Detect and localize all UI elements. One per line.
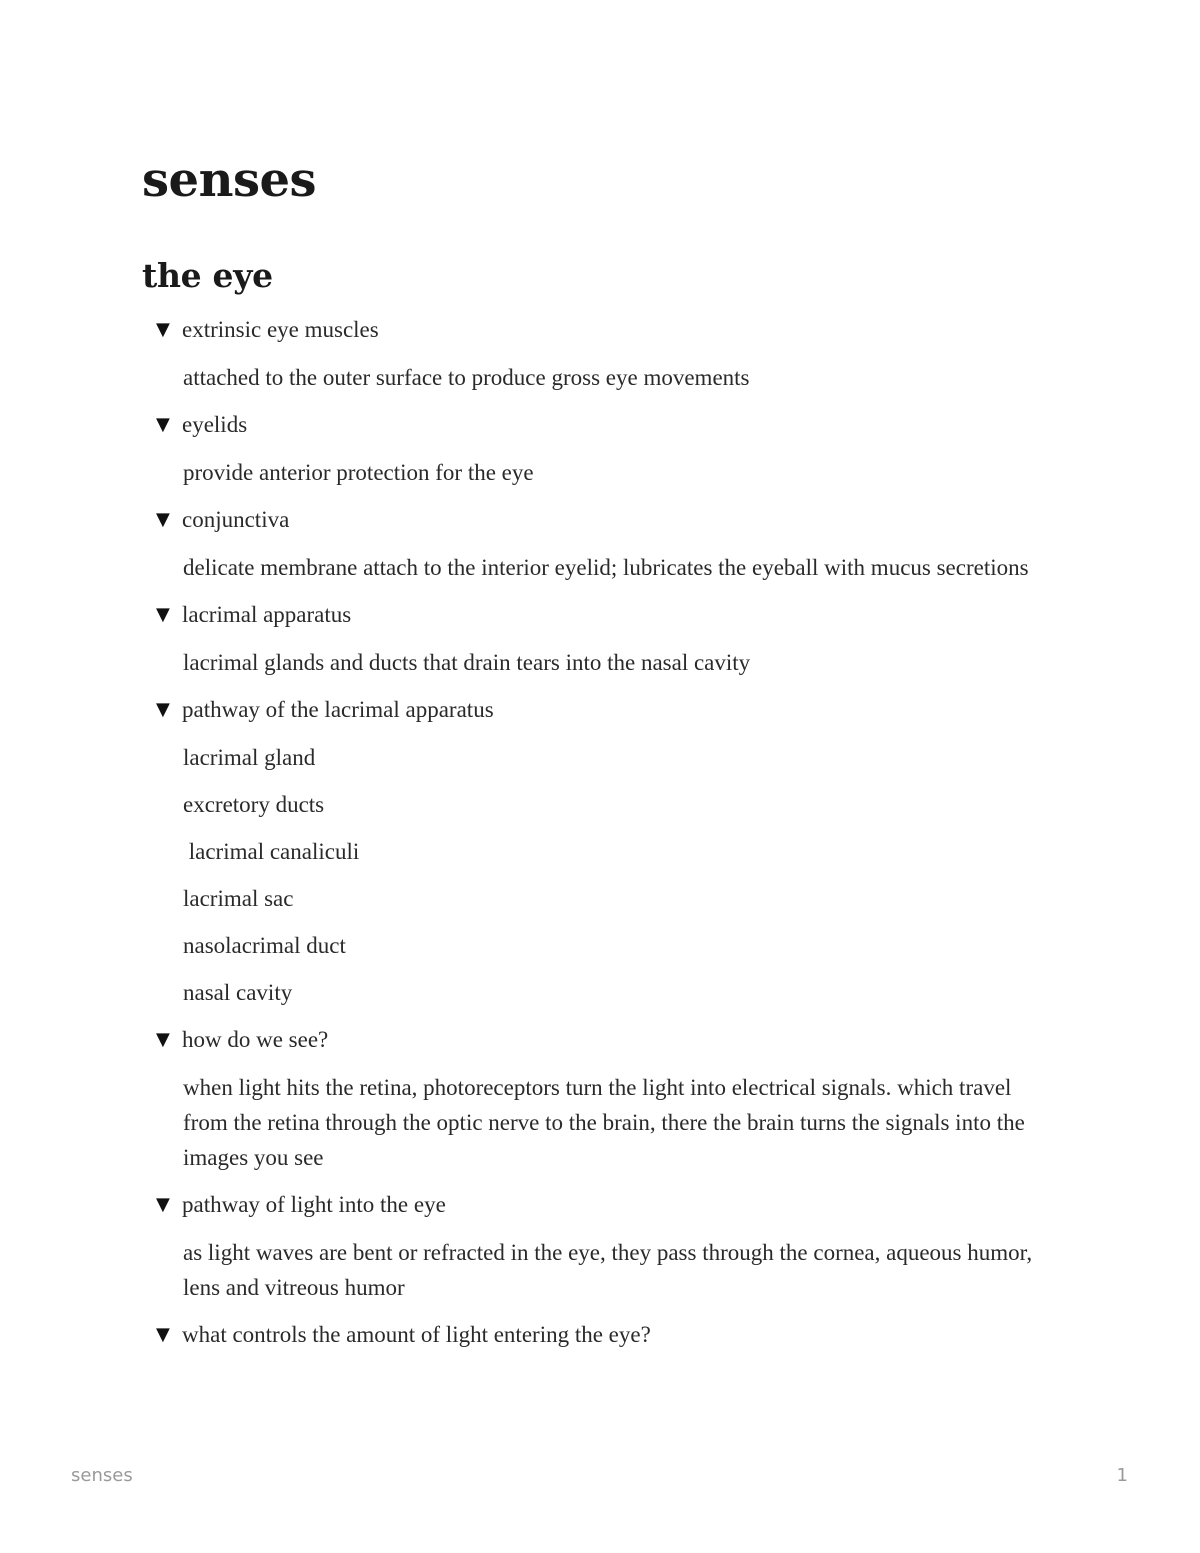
section-heading: the eye — [142, 256, 273, 295]
footer-title: senses — [71, 1465, 133, 1486]
toggle-summary[interactable] — [156, 598, 1056, 632]
toggle-content-paragraph: lacrimal sac — [183, 886, 294, 911]
toggle-summary[interactable] — [156, 1188, 1056, 1222]
toggle-block — [156, 408, 1056, 490]
toggle-title: how do we see? — [182, 1027, 329, 1052]
toggle-block — [156, 1318, 1056, 1352]
toggle-content-paragraph: excretory ducts — [183, 792, 325, 817]
toggle-summary[interactable] — [156, 313, 1056, 347]
toggle-title: lacrimal apparatus — [182, 602, 352, 627]
toggle-content-paragraph: as light waves are bent or refracted in the eye, they pass through the cornea, aqueous humor, lens and vitreous humor — [183, 1240, 1038, 1300]
triangle-down-icon[interactable]: ▼ — [156, 1324, 170, 1345]
toggle-summary[interactable] — [156, 693, 1056, 727]
toggle-content — [156, 1235, 1056, 1305]
toggle-title: eyelids — [182, 412, 248, 437]
triangle-down-icon[interactable]: ▼ — [156, 319, 170, 340]
triangle-down-icon[interactable]: ▼ — [156, 1029, 170, 1050]
toggle-content — [156, 645, 1056, 680]
toggle-list — [156, 313, 1056, 1365]
toggle-content-paragraph: lacrimal gland — [183, 745, 316, 770]
toggle-content-paragraph: nasal cavity — [183, 980, 293, 1005]
toggle-title: what controls the amount of light entering the eye? — [182, 1322, 651, 1347]
toggle-content — [156, 360, 1056, 395]
triangle-down-icon[interactable]: ▼ — [156, 414, 170, 435]
page-title: senses — [142, 152, 317, 208]
toggle-content — [156, 550, 1056, 585]
triangle-down-icon[interactable]: ▼ — [156, 604, 170, 625]
toggle-content — [156, 1070, 1056, 1175]
toggle-title: pathway of the lacrimal apparatus — [182, 697, 494, 722]
toggle-title: extrinsic eye muscles — [182, 317, 379, 342]
toggle-block — [156, 1188, 1056, 1305]
footer-page-number: 1 — [1116, 1465, 1128, 1486]
triangle-down-icon[interactable]: ▼ — [156, 509, 170, 530]
toggle-block — [156, 1023, 1056, 1175]
triangle-down-icon[interactable]: ▼ — [156, 1194, 170, 1215]
toggle-content-paragraph: attached to the outer surface to produce gross eye movements — [183, 365, 750, 390]
toggle-block — [156, 693, 1056, 1010]
toggle-block — [156, 598, 1056, 680]
toggle-summary[interactable] — [156, 1023, 1056, 1057]
toggle-content-paragraph: lacrimal glands and ducts that drain tears into the nasal cavity — [183, 650, 751, 675]
toggle-summary[interactable] — [156, 503, 1056, 537]
toggle-content-paragraph: when light hits the retina, photoreceptors turn the light into electrical signals. which travel from the retina through the optic nerve to the brain, there the brain turns the signals into the images you see — [183, 1075, 1031, 1170]
toggle-block — [156, 313, 1056, 395]
toggle-summary[interactable] — [156, 408, 1056, 442]
triangle-down-icon[interactable]: ▼ — [156, 699, 170, 720]
toggle-summary[interactable] — [156, 1318, 1056, 1352]
toggle-content-paragraph: lacrimal canaliculi — [183, 839, 360, 864]
toggle-title: conjunctiva — [182, 507, 290, 532]
toggle-content — [156, 455, 1056, 490]
toggle-title: pathway of light into the eye — [182, 1192, 446, 1217]
toggle-block — [156, 503, 1056, 585]
toggle-content-paragraph: provide anterior protection for the eye — [183, 460, 534, 485]
toggle-content-paragraph: nasolacrimal duct — [183, 933, 346, 958]
toggle-content — [156, 740, 1056, 1010]
toggle-content-paragraph: delicate membrane attach to the interior eyelid; lubricates the eyeball with mucus secretions — [183, 555, 1029, 580]
